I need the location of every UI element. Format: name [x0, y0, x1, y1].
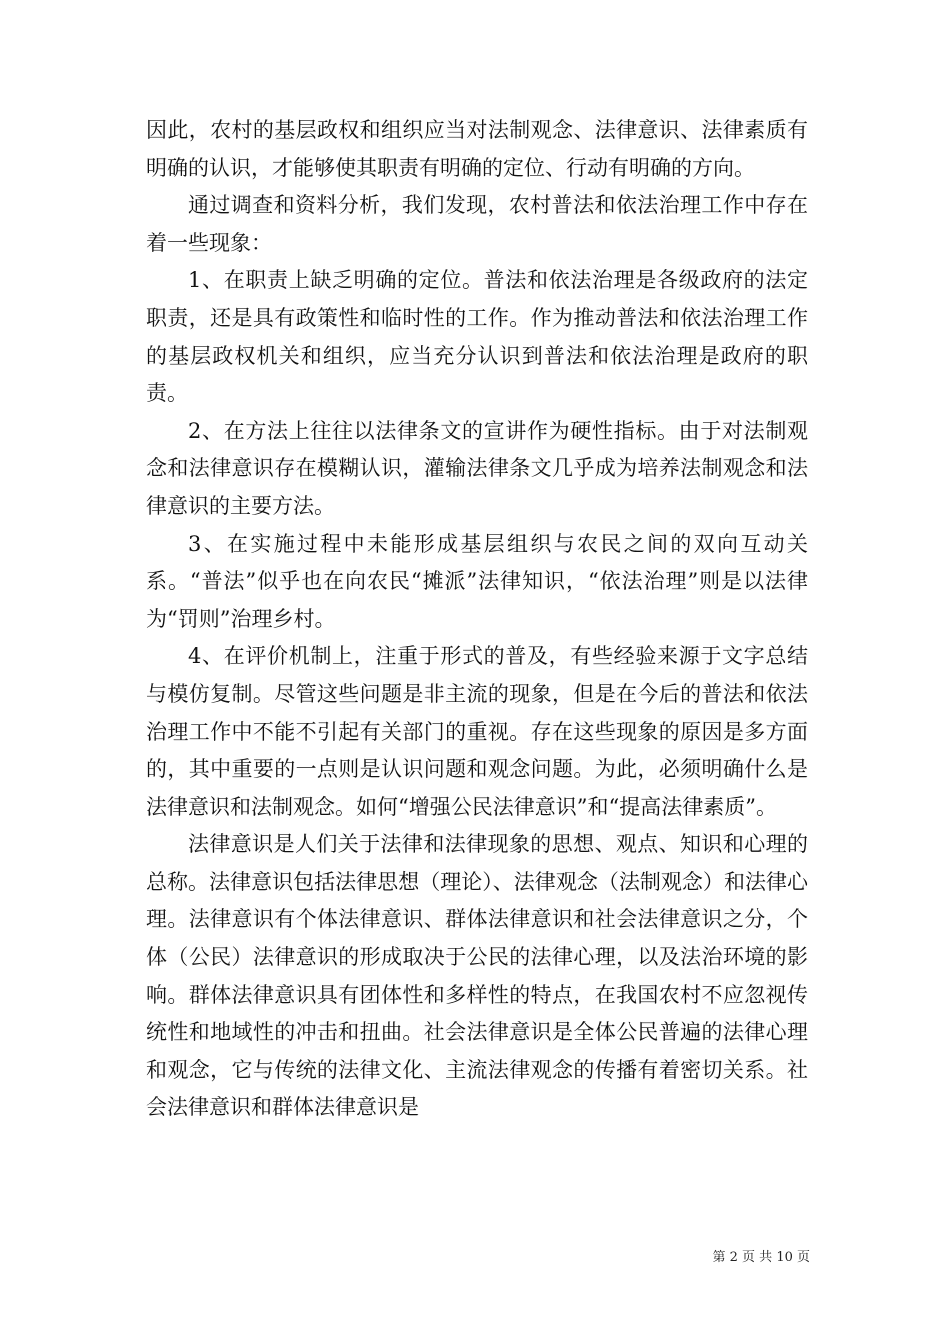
paragraph-item-1: 1、在职责上缺乏明确的定位。普法和依法治理是各级政府的法定职责，还是具有政策性和临时性的工作。作为推动普法和依法治理工作的基层政权机关和组织，应当充分认识到普法和依法治理是政府的职责。 — [146, 268, 808, 406]
paragraph-item-2: 2、在方法上往往以法律条文的宣讲作为硬性指标。由于对法制观念和法律意识存在模糊认识，灌输法律条文几乎成为培养法制观念和法律意识的主要方法。 — [146, 418, 808, 518]
page-number: 第 2 页 共 10 页 — [712, 1250, 810, 1265]
paragraph-intro: 通过调查和资料分析，我们发现，农村普法和依法治理工作中存在着一些现象： — [146, 193, 808, 255]
paragraph-item-3: 3、在实施过程中未能形成基层组织与农民之间的双向互动关系。“普法”似乎也在向农民“摊派”法律知识，“依法治理”则是以法律为“罚则”治理乡村。 — [146, 531, 808, 631]
paragraph-item-4: 4、在评价机制上，注重于形式的普及，有些经验来源于文字总结与模仿复制。尽管这些问题是非主流的现象，但是在今后的普法和依法治理工作中不能不引起有关部门的重视。存在这些现象的原因是多方面的，其中重要的一点则是认识问题和观念问题。为此，必须明确什么是法律意识和法制观念。如何“增强公民法律意识”和“提高法律素质”。 — [146, 644, 808, 819]
paragraph-continuation: 因此，农村的基层政权和组织应当对法制观念、法律意识、法律素质有明确的认识，才能够使其职责有明确的定位、行动有明确的方向。 — [146, 118, 808, 180]
paragraph-legal-awareness: 法律意识是人们关于法律和法律现象的思想、观点、知识和心理的总称。法律意识包括法律思想（理论）、法律观念（法制观念）和法律心理。法律意识有个体法律意识、群体法律意识和社会法律意识之分，个体（公民）法律意识的形成取决于公民的法律心理，以及法治环境的影响。群体法律意识具有团体性和多样性的特点，在我国农村不应忽视传统性和地域性的冲击和扭曲。社会法律意识是全体公民普遍的法律心理和观念，它与传统的法律文化、主流法律观念的传播有着密切关系。社会法律意识和群体法律意识是 — [146, 832, 808, 1120]
document-body — [146, 112, 808, 1127]
